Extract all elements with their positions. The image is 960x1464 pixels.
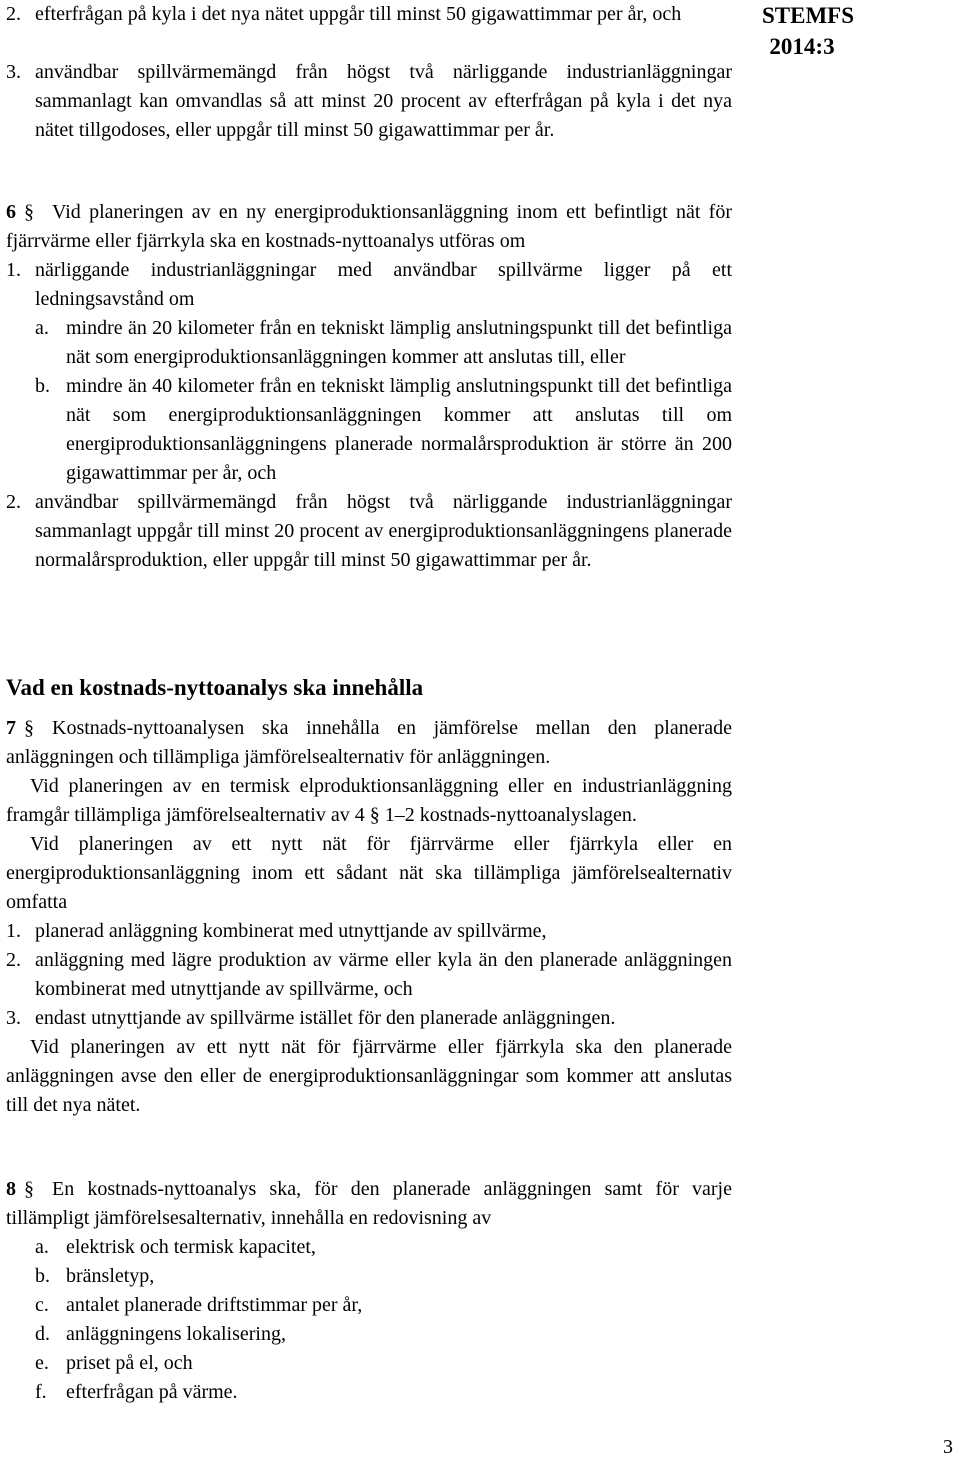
list-text: elektrisk och termisk kapacitet, <box>66 1236 316 1258</box>
list-text: användbar spillvärmemängd från högst två närliggande industrianläggningar sammanlagt uppgår till minst 20 procent av energiproduktionsanläggningens planerade normalårsproduktion, eller uppgår till minst 50 gigawattimmar per år. <box>35 491 732 571</box>
section-6-intro-text: Vid planeringen av en ny energiproduktionsanläggning inom ett befintligt nät för fjärrvärme eller fjärrkyla ska en kostnads-nyttoanalys utföras om <box>6 201 732 252</box>
section-number: 7 <box>6 717 16 739</box>
page-number: 3 <box>943 1436 953 1458</box>
list-text: mindre än 20 kilometer från en tekniskt lämplig anslutningspunkt till det befintliga nät som energiproduktionsanläggningen kommer att anslutas till, eller <box>66 317 732 368</box>
list-item <box>6 1320 732 1349</box>
list-text: efterfrågan på kyla i det nya nätet uppgår till minst 50 gigawattimmar per år, och <box>35 3 682 25</box>
list-marker: 1. <box>6 259 21 281</box>
section-8-intro-text: En kostnads-nyttoanalys ska, för den planerade anläggningen samt för varje tillämpligt jämförelsesalternativ, innehålla en redovisning av <box>6 1178 732 1229</box>
list-item <box>6 1004 732 1033</box>
list-text: närliggande industrianläggningar med användbar spillvärme ligger på ett ledningsavstånd om <box>35 259 732 310</box>
section-8 <box>6 1175 732 1407</box>
section-7-p1-text: Kostnads-nyttoanalysen ska innehålla en jämförelse mellan den planerade anläggningen och tillämpliga jämförelsealternativ för anläggningen. <box>6 717 732 768</box>
list-text: användbar spillvärmemängd från högst två närliggande industrianläggningar sammanlagt kan omvandlas så att minst 20 procent av efterfrågan på kyla i det nya nätet tillgodoses, eller uppgår till minst 50 gigawattimmar per år. <box>35 61 732 141</box>
stemfs-label <box>762 0 855 62</box>
list-marker: b. <box>35 375 50 397</box>
list-item <box>6 58 732 145</box>
list-marker: a. <box>35 317 49 339</box>
section-7-p2: Vid planeringen av en termisk elproduktionsanläggning eller en industrianläggning framgår tillämpliga jämförelsealternativ av 4 § 1–2 kostnads-nyttoanalyslagen. <box>6 775 732 826</box>
list-marker: f. <box>35 1381 47 1403</box>
section-heading <box>6 673 732 703</box>
list-item <box>6 488 732 575</box>
list-item <box>6 917 732 946</box>
list-text: bränsletyp, <box>66 1265 155 1287</box>
list-item <box>6 946 732 1004</box>
list-marker: 2. <box>6 3 21 25</box>
section-6 <box>6 198 732 575</box>
section-8-intro <box>6 1175 732 1233</box>
paragraph-icon: § <box>24 201 34 223</box>
section-7 <box>6 714 732 1120</box>
section-7-p4: Vid planeringen av ett nytt nät för fjärrvärme eller fjärrkyla ska den planerade anläggningen avse den eller de energiproduktionsanläggningar som kommer att anslutas till det nya nätet. <box>6 1036 732 1116</box>
list-marker: 2. <box>6 491 21 513</box>
list-marker: a. <box>35 1236 49 1258</box>
paragraph-icon: § <box>24 1178 34 1200</box>
list-item <box>6 1233 732 1262</box>
list-marker: e. <box>35 1352 49 1374</box>
section-number: 6 <box>6 201 16 223</box>
section-6-intro <box>6 198 732 256</box>
sub-list-item <box>6 372 732 488</box>
list-text: anläggningens lokalisering, <box>66 1323 286 1345</box>
list-text: anläggning med lägre produktion av värme eller kyla än den planerade anläggningen kombinerat med utnyttjande av spillvärme, och <box>35 949 732 1000</box>
heading: Vad en kostnads-nyttoanalys ska innehålla <box>6 675 424 700</box>
list-text: antalet planerade driftstimmar per år, <box>66 1294 363 1316</box>
list-item <box>6 0 732 29</box>
list-text: endast utnyttjande av spillvärme istället för den planerade anläggningen. <box>35 1007 616 1029</box>
list-text: efterfrågan på värme. <box>66 1381 238 1403</box>
list-marker: c. <box>35 1294 49 1316</box>
list-text: planerad anläggning kombinerat med utnyttjande av spillvärme, <box>35 920 547 942</box>
list-marker: b. <box>35 1265 50 1287</box>
section-number: 8 <box>6 1178 16 1200</box>
list-text: mindre än 40 kilometer från en tekniskt lämplig anslutningspunkt till det befintliga nät som energiproduktionsanläggningen kommer att anslutas till om energiproduktionsanläggningens planerade normalårsproduktion är större än 200 gigawattimmar per år, och <box>66 375 732 484</box>
list-item <box>6 1262 732 1291</box>
list-marker: 3. <box>6 1007 21 1029</box>
list-marker: 3. <box>6 61 21 83</box>
list-marker: 2. <box>6 949 21 971</box>
list-item <box>6 1291 732 1320</box>
sub-list-item <box>6 314 732 372</box>
list-marker: 1. <box>6 920 21 942</box>
top-list <box>6 0 732 145</box>
section-7-p1 <box>6 714 732 772</box>
list-item <box>6 1349 732 1378</box>
list-text: priset på el, och <box>66 1352 193 1374</box>
list-item <box>6 256 732 314</box>
list-marker: d. <box>35 1323 50 1345</box>
section-7-p3: Vid planeringen av ett nytt nät för fjärrvärme eller fjärrkyla eller en energiproduktionsanläggning inom ett sådant nät ska tillämpliga jämförelsealternativ omfatta <box>6 833 732 913</box>
stemfs-title: STEMFS <box>762 3 855 28</box>
stemfs-number: 2014:3 <box>769 34 835 59</box>
paragraph-icon: § <box>24 717 34 739</box>
list-item <box>6 1378 732 1407</box>
